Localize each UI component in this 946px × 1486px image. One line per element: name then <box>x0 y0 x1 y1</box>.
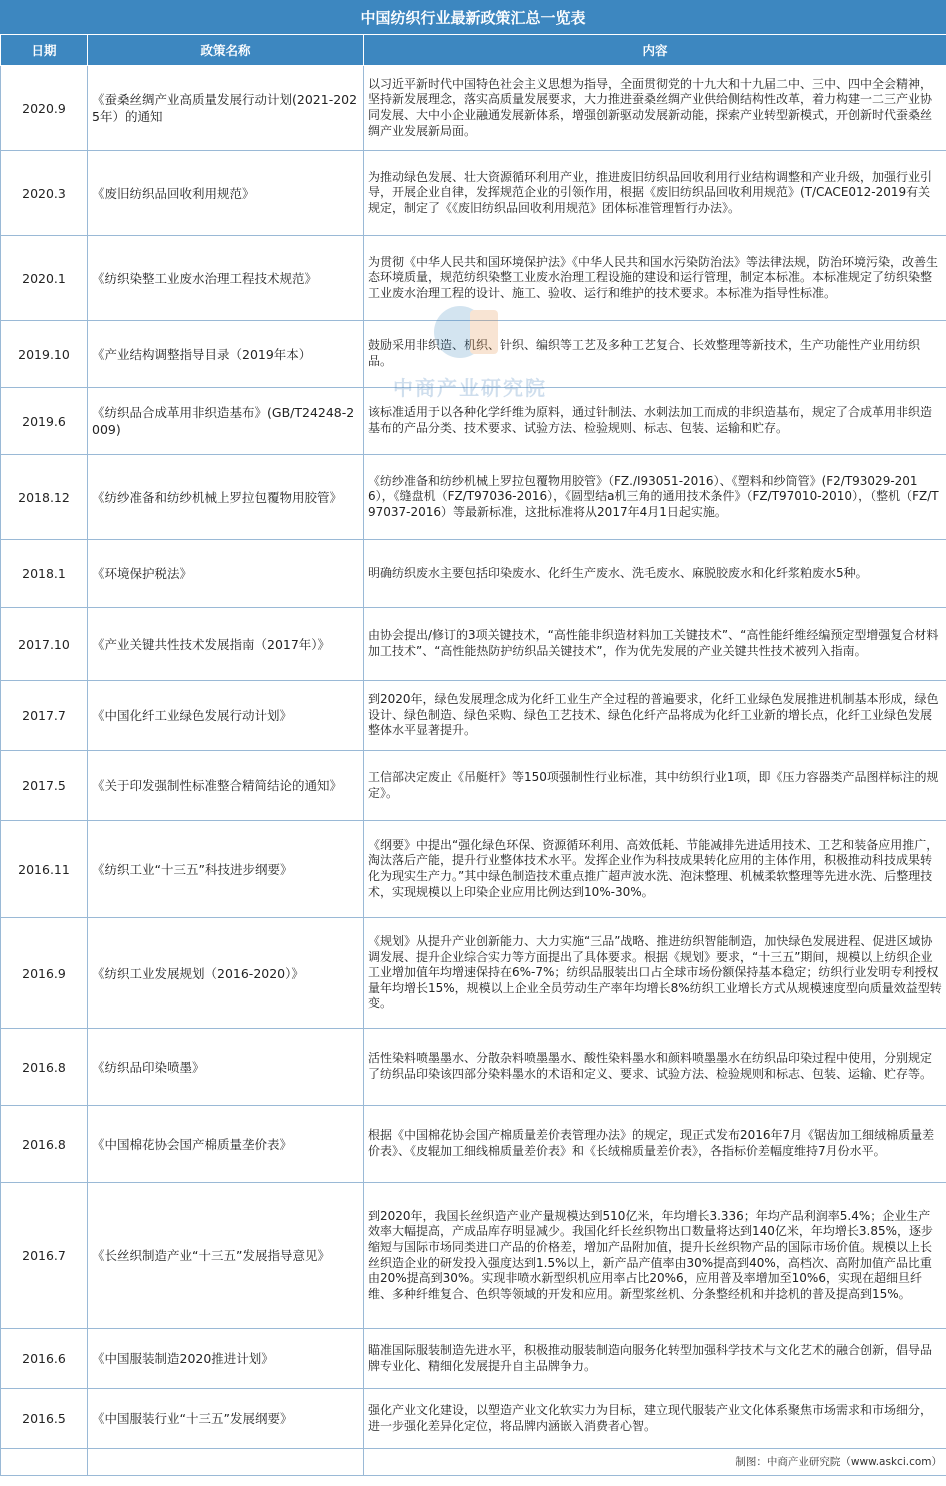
row-content: 强化产业文化建设，以塑造产业文化软实力为目标，建立现代服装产业文化体系聚焦市场需求和市场细分，进一步强化差异化定位，将品牌内涵嵌入消费者心智。 <box>364 1389 946 1449</box>
table-row <box>1 540 946 608</box>
row-date: 2019.6 <box>1 388 88 455</box>
table-row <box>1 1106 946 1183</box>
table-row <box>1 918 946 1029</box>
row-content: 为贯彻《中华人民共和国环境保护法》《中华人民共和国水污染防治法》等法律法规，防治环境污染，改善生态环境质量，规范纺织染整工业废水治理工程设施的建设和运行管理，制定本标准。本标准规定了纺织染整工业废水治理工程的设计、施工、验收、运行和维护的技术要求。本标准为指导性标准。 <box>364 236 946 321</box>
row-policy-name: 《产业结构调整指导目录（2019年本） <box>88 321 364 388</box>
table-row <box>1 151 946 236</box>
header-row <box>1 35 946 66</box>
row-date: 2018.1 <box>1 540 88 608</box>
footer-empty-date <box>1 1449 88 1476</box>
table-row <box>1 821 946 918</box>
row-date: 2016.8 <box>1 1106 88 1183</box>
table-row <box>1 751 946 821</box>
table-row <box>1 1029 946 1106</box>
row-policy-name: 《纺织工业发展规划（2016-2020）》 <box>88 918 364 1029</box>
row-policy-name: 《关于印发强制性标准整合精简结论的通知》 <box>88 751 364 821</box>
row-date: 2016.11 <box>1 821 88 918</box>
row-policy-name: 《中国服装制造2020推进计划》 <box>88 1329 364 1389</box>
row-content: 该标准适用于以各种化学纤维为原料，通过针制法、水刺法加工而成的非织造基布，规定了合成革用非织造基布的产品分类、技术要求、试验方法、检验规则、标志、包装、运输和贮存。 <box>364 388 946 455</box>
watermark-text: 中商产业研究院 <box>393 376 547 400</box>
row-content: 到2020年，绿色发展理念成为化纤工业生产全过程的普遍要求，化纤工业绿色发展推进机制基本形成，绿色设计、绿色制造、绿色采购、绿色工艺技术、绿色化纤产品将成为化纤工业新的增长点，化纤工业绿色发展整体水平显著提升。 <box>364 681 946 751</box>
table-row <box>1 608 946 681</box>
row-content: 工信部决定废止《吊艇杆》等150项强制性行业标准，其中纺织行业1项，即《压力容器类产品图样标注的规定》。 <box>364 751 946 821</box>
row-policy-name: 《纺织品合成革用非织造基布》(GB/T24248-2009) <box>88 388 364 455</box>
row-policy-name: 《废旧纺织品回收利用规范》 <box>88 151 364 236</box>
row-content: 根据《中国棉花协会国产棉质量差价表管理办法》的规定，现正式发布2016年7月《锯齿加工细绒棉质量差价表》、《皮辊加工细线棉质量差价表》和《长绒棉质量差价表》，各指标价差幅度维持7月份水平。 <box>364 1106 946 1183</box>
row-policy-name: 《中国化纤工业绿色发展行动计划》 <box>88 681 364 751</box>
row-content: 《规划》从提升产业创新能力、大力实施“三品”战略、推进纺织智能制造，加快绿色发展进程、促进区域协调发展、提升企业综合实力等方面提出了具体要求。根据《规划》要求，“十三五”期间，规模以上纺织企业工业增加值年均增速保持在6%-7%；纺织品服装出口占全球市场份额保持基本稳定；纺织行业发明专利授权量年均增长15%，规模以上企业全员劳动生产率年均增长8%纺织工业增长方式从规模速度型向质量效益型转变。 <box>364 918 946 1029</box>
row-content: 以习近平新时代中国特色社会主义思想为指导，全面贯彻党的十九大和十九届二中、三中、四中全会精神，坚持新发展理念，落实高质量发展要求，大力推进蚕桑丝绸产业供给侧结构性改革，着力构建一二三产业协同发展、大中小企业融通发展新体系，增强创新驱动发展新动能，探索产业转型新模式，开创新时代蚕桑丝绸产业发展新局面。 <box>364 66 946 151</box>
row-content: 《纺纱准备和纺纱机械上罗拉包覆物用胶管》（FZ./I93051-2016）、《塑料和纱筒管》(F2/T93029-2016），《缝盘机（FZ/T97036-2016），《圆型结a机三角的通用技术条件》（FZ/T97010-2010），（整机（FZ/T97037-2016）等最新标准，这批标准将从2017年4月1日起实施。 <box>364 455 946 540</box>
row-date: 2017.7 <box>1 681 88 751</box>
row-date: 2016.7 <box>1 1183 88 1329</box>
row-date: 2016.9 <box>1 918 88 1029</box>
row-content: 活性染料喷墨墨水、分散杂料喷墨墨水、酸性染料墨水和颜料喷墨墨水在纺织品印染过程中使用，分别规定了纺织品印染该四部分染料墨水的术语和定义、要求、试验方法、检验规则和标志、包装、运输、贮存等。 <box>364 1029 946 1106</box>
row-date: 2019.10 <box>1 321 88 388</box>
table-row <box>1 236 946 321</box>
table-row <box>1 1389 946 1449</box>
row-content: 《纲要》中提出“强化绿色环保、资源循环利用、高效低耗、节能减排先进适用技术、工艺和装备应用推广，淘汰落后产能，提升行业整体技术水平。发挥企业作为科技成果转化应用的主体作用，积极推动科技成果转化为现实生产力。”其中绿色制造技术重点推广超声波水洗、泡沫整理、机械柔软整理等先进水洗、后整理技术，实现规模以上印染企业应用比例达到10%-30%。 <box>364 821 946 918</box>
table-row <box>1 1183 946 1329</box>
policy-table <box>0 34 946 1476</box>
row-content: 到2020年，我国长丝织造产业产量规模达到510亿米，年均增长3.336；年均产品利润率5.4%；企业生产效率大幅提高，产成品库存明显减少。我国化纤长丝织物出口数量将达到140亿米，年均增长3.85%，逐步缩短与国际市场同类进口产品的价格差，增加产品附加值，提升长丝织物产品的国际市场价值。规模以上长丝织造企业的研发投入强度达到1.5%以上，新产品产值率由30%提高到40%，高档次、高附加值产品比重由20%提高到30%。实现非喷水新型织机应用率占比20%6，应用普及率增加至10%6，实现在超细旦纤维、多种纤维复合、色织等领域的开发和应用。新型浆丝机、分条整经机和并捻机的普及提高到15%。 <box>364 1183 946 1329</box>
table-row <box>1 321 946 388</box>
row-policy-name: 《环境保护税法》 <box>88 540 364 608</box>
row-date: 2020.9 <box>1 66 88 151</box>
row-policy-name: 《长丝织制造产业“十三五”发展指导意见》 <box>88 1183 364 1329</box>
table-row <box>1 66 946 151</box>
row-content: 由协会提出/修订的3项关键技术，“高性能非织造材料加工关键技术”、“高性能纤维经编预定型增强复合材料加工技术”、“高性能热防护纺织品关键技术”，作为优先发展的产业关键共性技术被列入指南。 <box>364 608 946 681</box>
row-date: 2016.8 <box>1 1029 88 1106</box>
row-policy-name: 《纺织工业“十三五”科技进步纲要》 <box>88 821 364 918</box>
table-row <box>1 681 946 751</box>
row-policy-name: 《纺织品印染喷墨》 <box>88 1029 364 1106</box>
row-policy-name: 《纺纱准备和纺纱机械上罗拉包覆物用胶管》 <box>88 455 364 540</box>
table-title: 中国纺织行业最新政策汇总一览表 <box>0 0 946 34</box>
row-date: 2018.12 <box>1 455 88 540</box>
footer-row <box>1 1449 946 1476</box>
row-content: 为推动绿色发展、壮大资源循环利用产业，推进废旧纺织品回收利用行业结构调整和产业升级，加强行业引导，开展企业自律，发挥规范企业的引领作用，根据《废旧纺织品回收利用规范》(T/CACE012-2019有关规定，制定了《《废旧纺织品回收利用规范》团体标准管理暂行办法》。 <box>364 151 946 236</box>
header-content: 内容 <box>364 35 946 66</box>
row-content: 鼓励采用非织造、机织、针织、编织等工艺及多种工艺复合、长效整理等新技术，生产功能性产业用纺织品。 <box>364 321 946 388</box>
row-date: 2017.10 <box>1 608 88 681</box>
row-policy-name: 《产业关键共性技术发展指南（2017年）》 <box>88 608 364 681</box>
row-content: 明确纺织废水主要包括印染废水、化纤生产废水、洗毛废水、麻脱胶废水和化纤浆粕废水5种。 <box>364 540 946 608</box>
row-date: 2017.5 <box>1 751 88 821</box>
row-policy-name: 《蚕桑丝绸产业高质量发展行动计划(2021-2025年）的通知 <box>88 66 364 151</box>
row-policy-name: 《中国棉花协会国产棉质量垄价表》 <box>88 1106 364 1183</box>
header-date: 日期 <box>1 35 88 66</box>
row-date: 2020.3 <box>1 151 88 236</box>
row-date: 2016.6 <box>1 1329 88 1389</box>
header-name: 政策名称 <box>88 35 364 66</box>
row-date: 2020.1 <box>1 236 88 321</box>
row-policy-name: 《纺织染整工业废水治理工程技术规范》 <box>88 236 364 321</box>
table-row <box>1 388 946 455</box>
row-policy-name: 《中国服装行业“十三五”发展纲要》 <box>88 1389 364 1449</box>
row-content: 瞄准国际服装制造先进水平，积极推动服装制造向服务化转型加强科学技术与文化艺术的融合创新，倡导品牌专业化、精细化发展提升自主品牌争力。 <box>364 1329 946 1389</box>
source-credit: 制图：中商产业研究院（www.askci.com） <box>364 1449 946 1476</box>
footer-empty-name <box>88 1449 364 1476</box>
table-row <box>1 455 946 540</box>
table-row <box>1 1329 946 1389</box>
row-date: 2016.5 <box>1 1389 88 1449</box>
